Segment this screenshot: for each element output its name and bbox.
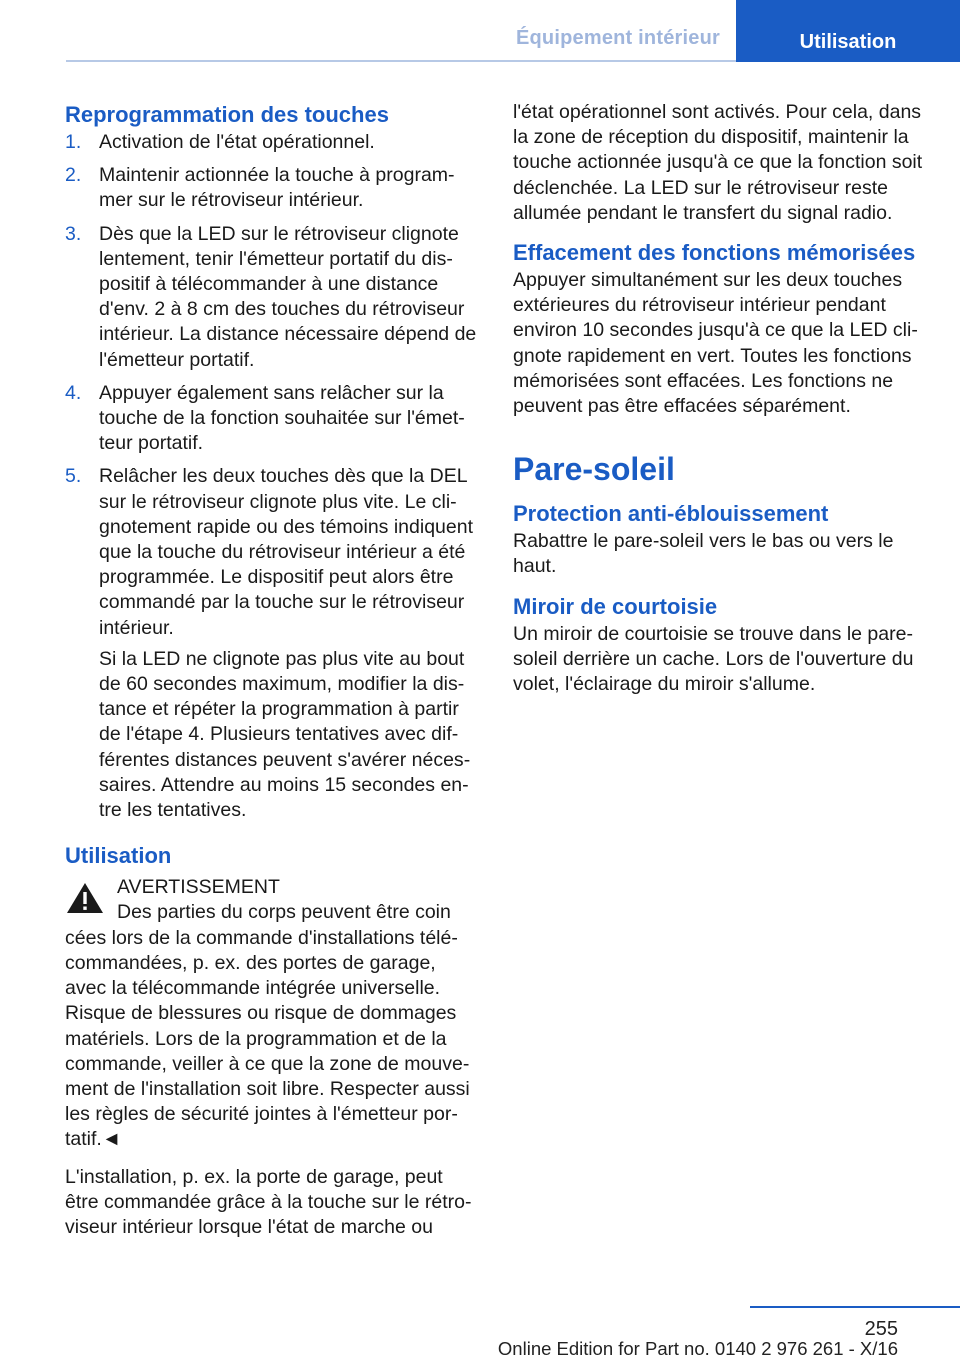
heading-protection: Protection anti-éblouissement (513, 501, 829, 527)
step-text: Dès que la LED sur le rétroviseur clignote lentement, tenir l'émetteur portatif du dispositif à télécommander à une distance d'env. 2 à 8 cm des touches du rétroviseur intérieur. La distance nécessaire dépend de l'émetteur portatif. (99, 222, 477, 371)
warning-block (65, 875, 481, 1152)
warning-text: cées lors de la commande d'installations télécommandées, p. ex. des portes de garage, avec la télécommande intégrée universelle. Risque de blessures ou risque de dommages matériels. Lors de la programmation et de la commande, veiller à ce que la zone de mouvement de l'installation soit libre. Respecter aussi les règles de sécurité jointes à l'émetteur portatif.◄ (65, 926, 470, 1151)
warning-first-line: Des parties du corps peuvent être coin (117, 901, 451, 924)
miroir-paragraph: Un miroir de courtoisie se trouve dans le paresoleil derrière un cache. Lors de l'ouverture du volet, l'éclairage du miroir s'allume. (513, 622, 914, 696)
footer-rule (750, 1306, 960, 1308)
header-tab-label: Utilisation (799, 31, 897, 53)
step-note: Si la LED ne clignote pas plus vite au bout de 60 secondes maximum, modifier la distance et répéter la programmation à partir de l'étape 4. Plusieurs tentatives avec différentes distances peuvent s'avérer nécessaires. Attendre au moins 15 secondes entre les tentatives. (99, 647, 471, 822)
step-text: Relâcher les deux touches dès que la DEL sur le rétroviseur clignote plus vite. Le clignotement rapide ou des témoins indiquent que la touche du rétroviseur intérieur a été programmée. Le dispositif peut alors être commandé par la touche sur le rétroviseur intérieur. (99, 465, 474, 639)
protection-paragraph: Rabattre le pare-soleil vers le bas ou vers le haut. (513, 530, 894, 578)
list-item (65, 130, 481, 155)
header-tab-utilisation (736, 0, 960, 62)
step-number: 3. (65, 222, 82, 245)
header-section-title: Équipement intérieur (515, 27, 720, 49)
heading-reprogrammation: Reprogrammation des touches (65, 102, 389, 127)
heading-utilisation: Utilisation (65, 843, 172, 869)
list-item (65, 381, 481, 457)
left-column (65, 100, 481, 1240)
step-number: 1. (65, 131, 82, 153)
step-text: Activation de l'état opérationnel. (99, 131, 375, 153)
page-header (0, 0, 960, 62)
warning-triangle-icon (65, 881, 105, 915)
footer-edition: Online Edition for Part no. 0140 2 976 261 - X/16 (497, 1338, 898, 1359)
page-number: 255 (864, 1318, 898, 1340)
continued-paragraph: l'état opérationnel sont activés. Pour cela, dans la zone de réception du dispositif, maintenir la touche actionnée jusqu'à ce que la fonction soit déclenchée. La LED sur le rétroviseur reste allumée pendant le transfert du signal radio. (513, 101, 923, 224)
effacement-paragraph: Appuyer simultanément sur les deux touches extérieures du rétroviseur intérieur pendant environ 10 secondes jusqu'à ce que la LED clignote rapidement en vert. Toutes les fonctions mémorisées sont effacées. Les fonctions ne peuvent pas être effacées séparément. (513, 269, 918, 418)
step-number: 5. (65, 465, 82, 488)
warning-label: AVERTISSEMENT (117, 876, 280, 899)
heading-miroir: Miroir de courtoisie (513, 593, 718, 619)
heading-effacement: Effacement des fonctions mémorisées (513, 240, 916, 266)
step-number: 2. (65, 164, 82, 187)
right-column (513, 100, 933, 697)
steps-list (65, 130, 481, 823)
list-item (65, 163, 481, 213)
utilisation-paragraph: L'installation, p. ex. la porte de garage, peut être commandée grâce à la touche sur le rétroviseur intérieur lorsque l'état de marche ou (65, 1165, 472, 1238)
list-item (65, 222, 481, 373)
step-text: Maintenir actionnée la touche à programmer sur le rétroviseur intérieur. (99, 164, 455, 212)
list-item (65, 464, 481, 823)
step-number: 4. (65, 381, 82, 404)
step-text: Appuyer également sans relâcher sur la touche de la fonction souhaitée sur l'émetteur portatif. (99, 381, 465, 455)
heading-pare-soleil: Pare-soleil (513, 451, 675, 488)
